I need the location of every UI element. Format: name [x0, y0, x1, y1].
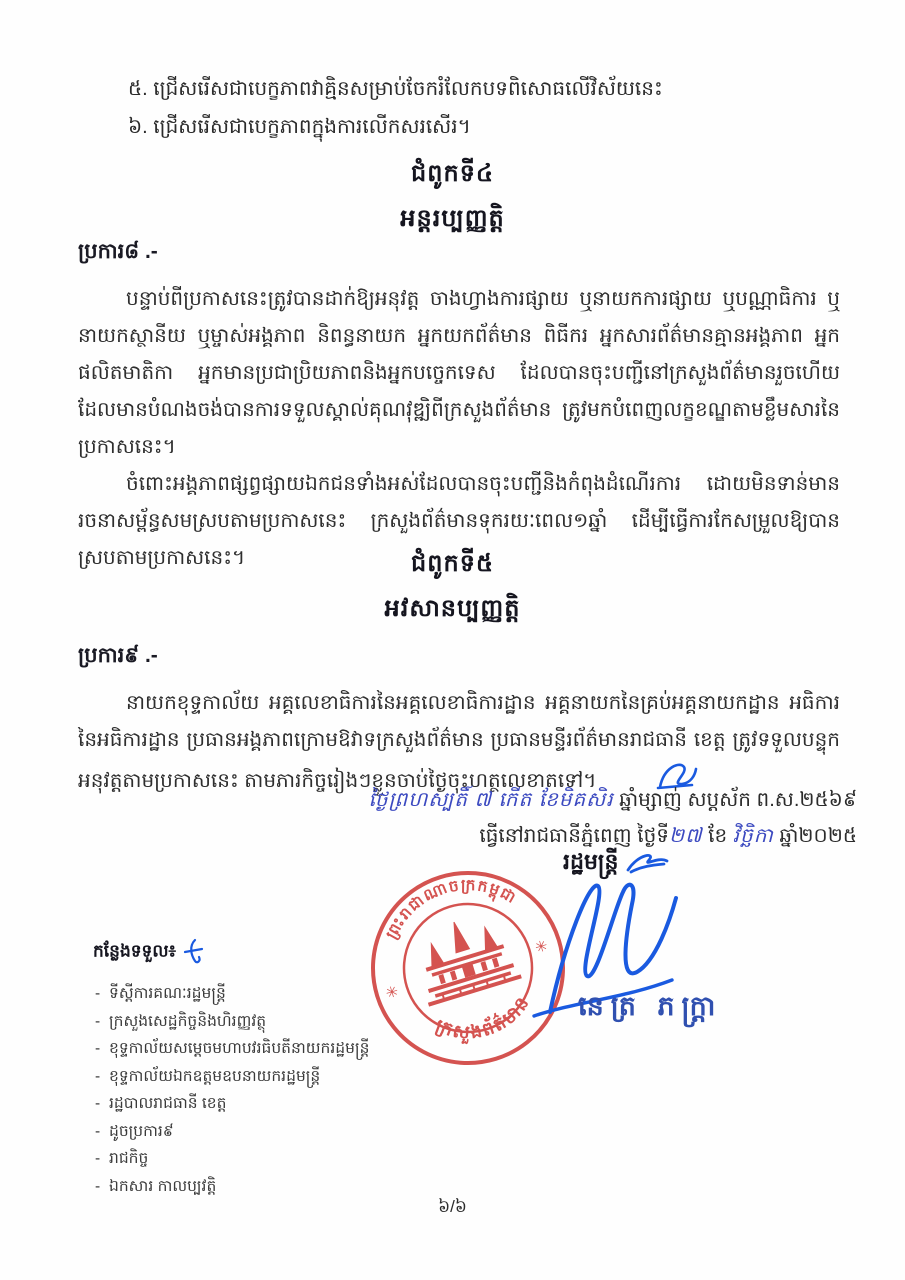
chapter-subtitle: អវសានប្បញ្ញត្តិ — [384, 595, 521, 622]
lunar-date-line — [369, 782, 858, 818]
seal-left-star: ✳ — [383, 982, 401, 1003]
handwritten-month: វិច្ឆិកា — [732, 825, 774, 847]
chapter-5-heading — [0, 548, 905, 628]
handwritten-day: ២៧ — [669, 825, 703, 847]
body-paragraph: ចំពោះអង្គភាពផ្សព្វផ្សាយឯកជនទាំងអស់ដែលបានចុះបញ្ជីនិងកំពុងដំណើរការ ដោយមិនទាន់មានរចនាសម្ព័ន្ធសមស្របតាមប្រកាសនេះ ក្រសួងព័ត៌មានទុករយៈពេល១ឆ្នាំ ដើម្បីធ្វើការកែសម្រួលឱ្យបានស្របតាមប្រកាសនេះ។ — [78, 473, 840, 569]
chapter-title: ជំពូកទី៤ — [411, 160, 494, 187]
printed-year: ឆ្នាំ២០២៥ — [773, 825, 857, 847]
pen-check-icon — [180, 938, 204, 966]
distribution-item: - ក្រសួងសេដ្ឋកិច្ចនិងហិរញ្ញវត្ថុ — [93, 1008, 433, 1036]
printed-month-word: ខែ — [702, 825, 733, 847]
distribution-item: - រដ្ឋបាលរាជធានី ខេត្ត — [93, 1090, 433, 1118]
distribution-items — [93, 980, 433, 1200]
article-label: ប្រការ៩ .- — [78, 644, 158, 667]
minister-name: នេត្រ ភក្ត្រា — [578, 991, 723, 1021]
printed-place: ធ្វើនៅរាជធានីភ្នំពេញ ថ្ងៃទី — [479, 825, 669, 847]
body-paragraph: បន្ទាប់ពីប្រកាសនេះត្រូវបានដាក់ឱ្យអនុវត្ត ចាងហ្វាងការផ្សាយ ឬនាយកការផ្សាយ ឬបណ្ណាធិការ ឬនាយកស្ថានីយ ឬម្ចាស់អង្គភាព និពន្ធនាយក អ្នកយកព័ត៌មាន ពិធីករ អ្នកសារព័ត៌មានគ្មានអង្គភាព អ្នកផលិតមាតិកា អ្នកមានប្រជាប្រិយភាពនិងអ្នកបច្ចេកទេស ដែលបានចុះបញ្ជីនៅក្រសួងព័ត៌មានរួចហើយ ដែលមានបំណងចង់បានការទទួលស្គាល់គុណវុឌ្ឍិពីក្រសួងព័ត៌មាន ត្រូវមកបំពេញលក្ខខណ្ឌតាមខ្លឹមសារនៃប្រកាសនេះ។ — [78, 288, 840, 458]
distribution-item: - ទីស្តីការគណៈរដ្ឋមន្ត្រី — [93, 980, 433, 1008]
numbered-list — [128, 70, 828, 146]
article-label: ប្រការ៨ .- — [78, 240, 158, 263]
article-9 — [78, 642, 840, 804]
page-number: ៦/៦ — [438, 1197, 467, 1216]
handwritten-lunar-date: ថ្ងៃព្រហស្បតិ៍ ៧ កើត ខែមិគសិរ — [368, 789, 614, 811]
chapter-title: ជំពូកទី៥ — [411, 550, 494, 577]
seal-bottom-text: ក្រសួងព័ត៌មាន — [433, 991, 534, 1043]
minister-title: រដ្ឋមន្ត្រី — [563, 849, 619, 874]
distribution-item: - ដូចប្រការ៩ — [93, 1118, 433, 1146]
distribution-header-label: កន្លែងទទួល៖ — [93, 941, 177, 961]
chapter-subtitle: អន្តរប្បញ្ញត្តិ — [400, 205, 505, 232]
seal-right-star: ✳ — [532, 937, 550, 958]
distribution-item: - រាជកិច្ច — [93, 1145, 433, 1173]
printed-lunar-year: ឆ្នាំម្សាញ់ សប្តស័ក ព.ស.២៥៦៩ — [613, 789, 857, 811]
article-9-text: នាយកខុទ្ទកាល័យ អគ្គលេខាធិការនៃអគ្គលេខាធិការដ្ឋាន អគ្គនាយកនៃគ្រប់អគ្គនាយកដ្ឋាន អធិការនៃអធិការដ្ឋាន ប្រធានអង្គភាពក្រោមឱវាទក្រសួងព័ត៌មាន ប្រធានមន្ទីរព័ត៌មានរាជធានី ខេត្ត ត្រូវទទួលបន្ទុកអនុវត្តតាមប្រកាសនេះ តាមភារកិច្ចរៀងៗខ្លួនចាប់ថ្ងៃចុះហត្ថលេខាតទៅ។ — [78, 692, 840, 792]
distribution-item: - ឯកសារ កាលប្បវត្តិ — [93, 1173, 433, 1201]
distribution-item: - ខុទ្ទកាល័យសម្តេចមហាបវរធិបតីនាយករដ្ឋមន្ត្រី — [93, 1035, 433, 1063]
distribution-list — [93, 938, 433, 1200]
distribution-item: - ខុទ្ទកាល័យឯកឧត្តមឧបនាយករដ្ឋមន្ត្រី — [93, 1063, 433, 1091]
chapter-4-heading — [0, 158, 905, 238]
distribution-header — [93, 938, 433, 966]
list-item: ៦. ជ្រើសរើសជាបេក្ខភាពក្នុងការលើកសរសើរ។ — [128, 116, 471, 138]
svg-text:ព្រះរាជាណាចក្រកម្ពុជា — [373, 859, 523, 946]
seal-top-text: ព្រះរាជាណាចក្រកម្ពុជា — [382, 876, 520, 942]
date-block — [369, 782, 858, 854]
list-item: ៥. ជ្រើសរើសជាបេក្ខភាពវាគ្មិនសម្រាប់ចែករំលែកបទពិសោធលើវិស័យនេះ — [128, 78, 663, 100]
article-8 — [78, 238, 840, 577]
